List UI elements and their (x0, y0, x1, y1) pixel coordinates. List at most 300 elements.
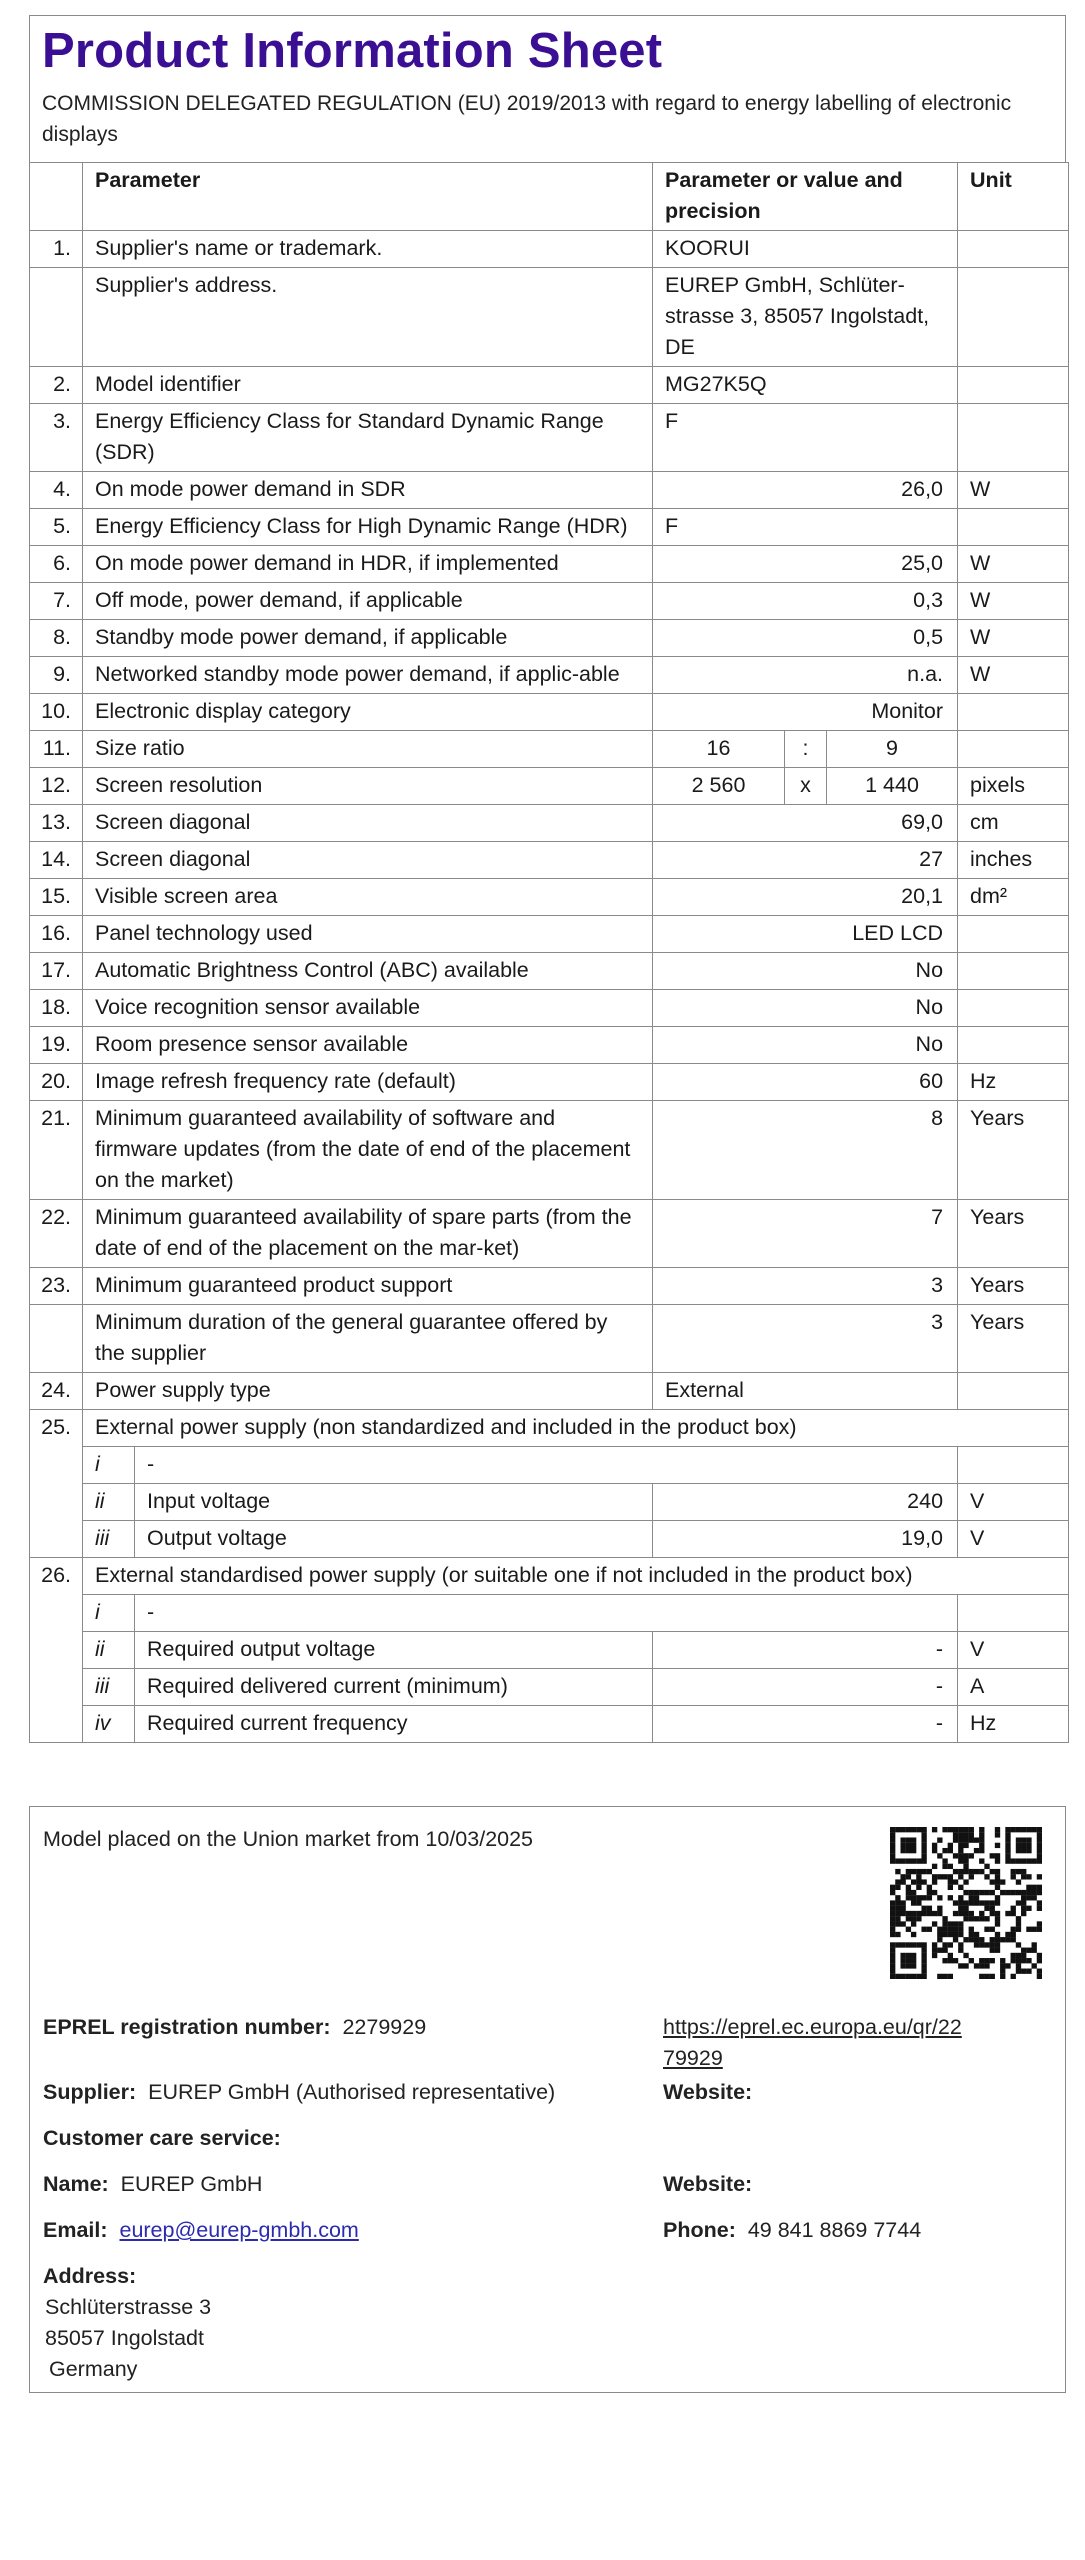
qr-module (890, 1885, 895, 1890)
qr-module (963, 1869, 968, 1874)
qr-module (995, 1832, 1000, 1837)
qr-module (911, 1953, 916, 1958)
row-value: MG27K5Q (653, 367, 958, 404)
qr-module (958, 1932, 963, 1937)
qr-module (969, 1874, 974, 1879)
row-value-first: 2 560 (653, 768, 785, 805)
qr-module (890, 1942, 895, 1947)
qr-module (963, 1890, 968, 1895)
qr-module (927, 1890, 932, 1895)
table-row (30, 768, 1069, 805)
qr-module (906, 1895, 911, 1900)
qr-module (1021, 1843, 1026, 1848)
qr-module (1000, 1963, 1005, 1968)
qr-module (1021, 1869, 1026, 1874)
qr-module (969, 1937, 974, 1942)
qr-module (958, 1832, 963, 1837)
qr-module (942, 1874, 947, 1879)
row-parameter: Size ratio (83, 731, 653, 768)
subrow-value: 19,0 (653, 1521, 958, 1558)
subrow-roman: iii (83, 1521, 135, 1558)
row-value: EUREP GmbH, Schlüter-strasse 3, 85057 Ingolstadt, DE (653, 268, 958, 367)
qr-module (1026, 1958, 1031, 1963)
qr-module (958, 1874, 963, 1879)
subrow-roman: ii (83, 1632, 135, 1669)
qr-module (953, 1927, 958, 1932)
subrow-unit (958, 1595, 1069, 1632)
qr-module (963, 1900, 968, 1905)
qr-module (979, 1958, 984, 1963)
eprel-link-line1[interactable]: https://eprel.ec.europa.eu/qr/22 (663, 2015, 962, 2039)
qr-module (1011, 1890, 1016, 1895)
qr-module (990, 1927, 995, 1932)
qr-module (911, 1869, 916, 1874)
row-unit (958, 231, 1069, 268)
qr-module (937, 1948, 942, 1953)
qr-module (958, 1885, 963, 1890)
supplier-line (43, 2077, 555, 2108)
qr-module (990, 1853, 995, 1858)
table-subrow (30, 1447, 1069, 1484)
qr-module (906, 1869, 911, 1874)
row-parameter: Panel technology used (83, 916, 653, 953)
subrow-parameter: Output voltage (135, 1521, 653, 1558)
email-link[interactable]: eurep@eurep-gmbh.com (119, 2218, 359, 2242)
qr-module (921, 1832, 926, 1837)
row-number: 9. (30, 657, 83, 694)
row-number: 5. (30, 509, 83, 546)
table-row (30, 990, 1069, 1027)
qr-module (890, 1837, 895, 1842)
table-row (30, 1200, 1069, 1268)
row-parameter: Power supply type (83, 1373, 653, 1410)
qr-module (1026, 1827, 1031, 1832)
subrow-roman: ii (83, 1484, 135, 1521)
qr-module (958, 1927, 963, 1932)
qr-module (984, 1864, 989, 1869)
qr-module (921, 1858, 926, 1863)
qr-module (916, 1900, 921, 1905)
qr-module (1005, 1827, 1010, 1832)
row-unit (958, 268, 1069, 367)
qr-module (900, 1879, 905, 1884)
supplier-value: EUREP GmbH (Authorised representative) (148, 2080, 556, 2104)
qr-module (1016, 1879, 1021, 1884)
eprel-link[interactable] (663, 2012, 962, 2074)
qr-module (906, 1958, 911, 1963)
qr-module (984, 1974, 989, 1979)
qr-module (969, 1853, 974, 1858)
qr-module (953, 1827, 958, 1832)
qr-module (937, 1974, 942, 1979)
qr-module (948, 1848, 953, 1853)
qr-module (1021, 1874, 1026, 1879)
qr-module (1032, 1890, 1037, 1895)
qr-module (1016, 1927, 1021, 1932)
qr-module (916, 1879, 921, 1884)
qr-module (921, 1911, 926, 1916)
row-unit: W (958, 657, 1069, 694)
qr-module (995, 1911, 1000, 1916)
qr-module (979, 1963, 984, 1968)
website2-label: Website: (663, 2172, 753, 2196)
qr-module (953, 1937, 958, 1942)
qr-module (895, 1932, 900, 1937)
qr-code-icon[interactable] (890, 1827, 1042, 1979)
qr-module (948, 1974, 953, 1979)
qr-module (995, 1853, 1000, 1858)
row-unit: Years (958, 1305, 1069, 1373)
qr-module (890, 1858, 895, 1863)
qr-module (890, 1853, 895, 1858)
qr-module (916, 1942, 921, 1947)
qr-module (921, 1953, 926, 1958)
row-number: 3. (30, 404, 83, 472)
qr-module (932, 1874, 937, 1879)
qr-module (948, 1874, 953, 1879)
table-row (30, 879, 1069, 916)
row-value: No (653, 1027, 958, 1064)
qr-module (911, 1974, 916, 1979)
qr-module (895, 1916, 900, 1921)
qr-module (1032, 1963, 1037, 1968)
row-parameter: Energy Efficiency Class for Standard Dynamic Range (SDR) (83, 404, 653, 472)
table-row-group-title (30, 1410, 1069, 1447)
qr-module (906, 1927, 911, 1932)
row-parameter: Room presence sensor available (83, 1027, 653, 1064)
qr-module (958, 1895, 963, 1900)
qr-module (963, 1837, 968, 1842)
qr-module (948, 1879, 953, 1884)
supplier-label: Supplier: (43, 2080, 137, 2104)
qr-module (890, 1827, 895, 1832)
qr-module (911, 1827, 916, 1832)
qr-module (953, 1869, 958, 1874)
row-number: 16. (30, 916, 83, 953)
qr-module (932, 1942, 937, 1947)
row-unit: W (958, 546, 1069, 583)
table-row (30, 231, 1069, 268)
qr-module (995, 1900, 1000, 1905)
qr-module (984, 1916, 989, 1921)
qr-module (916, 1858, 921, 1863)
subrow-roman: iv (83, 1706, 135, 1743)
qr-module (953, 1911, 958, 1916)
qr-module (942, 1942, 947, 1947)
qr-module (1005, 1911, 1010, 1916)
qr-module (979, 1916, 984, 1921)
qr-module (1037, 1921, 1042, 1926)
row-unit: W (958, 583, 1069, 620)
qr-module (1011, 1937, 1016, 1942)
table-row (30, 1064, 1069, 1101)
qr-module (948, 1843, 953, 1848)
qr-module (995, 1874, 1000, 1879)
qr-module (942, 1948, 947, 1953)
qr-module (1021, 1969, 1026, 1974)
qr-module (1032, 1927, 1037, 1932)
qr-module (953, 1853, 958, 1858)
qr-module (895, 1906, 900, 1911)
qr-module (942, 1921, 947, 1926)
row-value-first: 16 (653, 731, 785, 768)
table-subrow (30, 1521, 1069, 1558)
row-value: 3 (653, 1268, 958, 1305)
row-parameter: Screen diagonal (83, 805, 653, 842)
regulation-subtitle: COMMISSION DELEGATED REGULATION (EU) 2019/2013 with regard to energy labelling of electronic displays (42, 92, 1012, 146)
row-value: 0,3 (653, 583, 958, 620)
qr-module (916, 1869, 921, 1874)
email-label: Email: (43, 2218, 108, 2242)
qr-module (1026, 1837, 1031, 1842)
qr-module (979, 1974, 984, 1979)
qr-module (995, 1948, 1000, 1953)
qr-module (969, 1900, 974, 1905)
row-number: 21. (30, 1101, 83, 1200)
row-unit: Hz (958, 1064, 1069, 1101)
qr-module (890, 1916, 895, 1921)
row-unit: pixels (958, 768, 1069, 805)
qr-module (969, 1958, 974, 1963)
qr-module (1016, 1921, 1021, 1926)
qr-module (1037, 1848, 1042, 1853)
qr-module (995, 1869, 1000, 1874)
qr-module (1016, 1827, 1021, 1832)
qr-module (890, 1958, 895, 1963)
qr-module (927, 1885, 932, 1890)
qr-module (984, 1874, 989, 1879)
table-row (30, 620, 1069, 657)
qr-module (1021, 1848, 1026, 1853)
qr-module (942, 1932, 947, 1937)
row-value: External (653, 1373, 958, 1410)
qr-module (1000, 1937, 1005, 1942)
qr-module (937, 1911, 942, 1916)
qr-module (1026, 1906, 1031, 1911)
qr-module (1026, 1969, 1031, 1974)
care-email-line (43, 2215, 359, 2246)
qr-module (953, 1832, 958, 1837)
row-parameter: Minimum guaranteed availability of software and firmware updates (from the date of end of the placement on the market) (83, 1101, 653, 1200)
qr-module (900, 1827, 905, 1832)
qr-module (1021, 1953, 1026, 1958)
qr-module (1016, 1837, 1021, 1842)
subrow-unit: A (958, 1669, 1069, 1706)
table-row (30, 367, 1069, 404)
row-value: 8 (653, 1101, 958, 1200)
qr-module (1016, 1900, 1021, 1905)
row-number: 24. (30, 1373, 83, 1410)
qr-module (895, 1885, 900, 1890)
qr-module (979, 1911, 984, 1916)
qr-module (927, 1895, 932, 1900)
qr-module (990, 1974, 995, 1979)
qr-module (958, 1843, 963, 1848)
qr-module (1037, 1900, 1042, 1905)
qr-module (979, 1869, 984, 1874)
eprel-number: 2279929 (342, 2015, 427, 2039)
qr-module (979, 1942, 984, 1947)
qr-module (932, 1848, 937, 1853)
qr-module (953, 1958, 958, 1963)
qr-module (995, 1895, 1000, 1900)
qr-module (969, 1827, 974, 1832)
qr-module (1000, 1879, 1005, 1884)
phone-value: 49 841 8869 7744 (747, 2218, 922, 2242)
qr-module (984, 1927, 989, 1932)
row-unit (958, 1027, 1069, 1064)
qr-module (900, 1858, 905, 1863)
qr-module (921, 1853, 926, 1858)
qr-module (895, 1869, 900, 1874)
qr-module (969, 1932, 974, 1937)
qr-module (963, 1858, 968, 1863)
qr-module (948, 1932, 953, 1937)
table-row (30, 472, 1069, 509)
qr-module (984, 1963, 989, 1968)
table-row (30, 694, 1069, 731)
qr-module (1005, 1963, 1010, 1968)
header-box (29, 15, 1066, 162)
qr-module (932, 1921, 937, 1926)
row-group-title: External standardised power supply (or suitable one if not included in the product box) (83, 1558, 1069, 1595)
row-parameter: Supplier's name or trademark. (83, 231, 653, 268)
qr-module (969, 1895, 974, 1900)
table-subrow (30, 1669, 1069, 1706)
subrow-value: - (653, 1706, 958, 1743)
qr-module (984, 1900, 989, 1905)
row-parameter: Supplier's address. (83, 268, 653, 367)
qr-module (942, 1974, 947, 1979)
qr-module (921, 1942, 926, 1947)
row-value: F (653, 509, 958, 546)
qr-module (911, 1843, 916, 1848)
table-row (30, 583, 1069, 620)
subrow-unit: V (958, 1521, 1069, 1558)
qr-module (927, 1911, 932, 1916)
qr-module (900, 1874, 905, 1879)
qr-module (1021, 1911, 1026, 1916)
qr-module (974, 1890, 979, 1895)
qr-module (890, 1911, 895, 1916)
subrow-roman: i (83, 1595, 135, 1632)
qr-module (895, 1895, 900, 1900)
qr-module (953, 1879, 958, 1884)
qr-module (921, 1848, 926, 1853)
row-unit: W (958, 620, 1069, 657)
qr-module (906, 1963, 911, 1968)
qr-module (916, 1911, 921, 1916)
table-row (30, 404, 1069, 472)
qr-module (937, 1932, 942, 1937)
parameter-table (29, 162, 1069, 1743)
row-value: 26,0 (653, 472, 958, 509)
qr-module (890, 1974, 895, 1979)
qr-module (1000, 1969, 1005, 1974)
subrow-unit: V (958, 1484, 1069, 1521)
qr-module (1032, 1827, 1037, 1832)
qr-module (1037, 1843, 1042, 1848)
qr-module (948, 1953, 953, 1958)
qr-module (900, 1958, 905, 1963)
qr-module (1016, 1848, 1021, 1853)
qr-module (974, 1916, 979, 1921)
row-value: 25,0 (653, 546, 958, 583)
row-value: KOORUI (653, 231, 958, 268)
qr-module (911, 1848, 916, 1853)
row-value: 3 (653, 1305, 958, 1373)
qr-module (927, 1869, 932, 1874)
qr-module (1021, 1827, 1026, 1832)
qr-module (995, 1879, 1000, 1884)
qr-module (900, 1837, 905, 1842)
row-number: 19. (30, 1027, 83, 1064)
qr-module (1016, 1953, 1021, 1958)
subrow-parameter: Required delivered current (minimum) (135, 1669, 653, 1706)
qr-module (990, 1911, 995, 1916)
qr-module (942, 1927, 947, 1932)
row-parameter: Visible screen area (83, 879, 653, 916)
row-unit: W (958, 472, 1069, 509)
row-value: Monitor (653, 694, 958, 731)
qr-module (958, 1942, 963, 1947)
qr-module (1011, 1911, 1016, 1916)
qr-module (979, 1832, 984, 1837)
qr-module (1005, 1858, 1010, 1863)
qr-module (990, 1869, 995, 1874)
qr-module (900, 1906, 905, 1911)
row-number: 10. (30, 694, 83, 731)
care-phone-line (663, 2215, 921, 2246)
qr-module (958, 1827, 963, 1832)
row-value: 20,1 (653, 879, 958, 916)
qr-module (958, 1869, 963, 1874)
qr-module (958, 1837, 963, 1842)
qr-module (1021, 1895, 1026, 1900)
qr-module (911, 1858, 916, 1863)
qr-module (1011, 1827, 1016, 1832)
qr-module (932, 1953, 937, 1958)
qr-module (948, 1885, 953, 1890)
qr-module (911, 1942, 916, 1947)
qr-module (932, 1879, 937, 1884)
row-number: 2. (30, 367, 83, 404)
qr-module (979, 1900, 984, 1905)
table-subrow (30, 1484, 1069, 1521)
qr-module (1032, 1858, 1037, 1863)
supplier-info-box (29, 1806, 1066, 2393)
qr-module (1021, 1858, 1026, 1863)
qr-module (1037, 1906, 1042, 1911)
qr-module (969, 1911, 974, 1916)
qr-module (969, 1832, 974, 1837)
row-number (30, 268, 83, 367)
eprel-link-line2[interactable]: 79929 (663, 2046, 723, 2070)
qr-module (921, 1895, 926, 1900)
subrow-value: 240 (653, 1484, 958, 1521)
qr-module (979, 1837, 984, 1842)
qr-module (942, 1848, 947, 1853)
qr-module (932, 1864, 937, 1869)
qr-module (979, 1890, 984, 1895)
row-unit (958, 731, 1069, 768)
qr-module (1011, 1858, 1016, 1863)
qr-module (1026, 1848, 1031, 1853)
row-number: 23. (30, 1268, 83, 1305)
qr-module (911, 1932, 916, 1937)
qr-module (984, 1890, 989, 1895)
qr-module (911, 1890, 916, 1895)
